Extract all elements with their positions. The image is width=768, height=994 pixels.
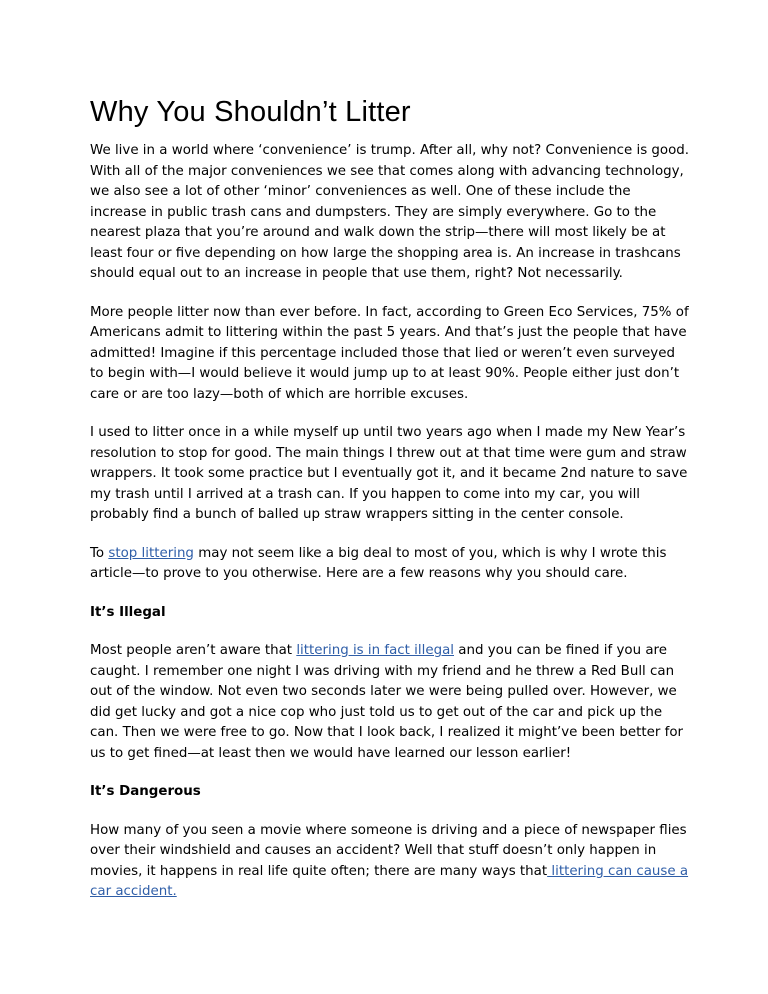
section-heading-illegal: It’s Illegal bbox=[90, 604, 166, 620]
car-accident-link[interactable]: littering can cause a car accident. bbox=[90, 863, 689, 899]
littering-illegal-link[interactable]: littering is in fact illegal bbox=[296, 643, 454, 658]
section-heading-dangerous: It’s Dangerous bbox=[90, 784, 201, 799]
paragraph-reasons-intro bbox=[90, 544, 690, 585]
document-page bbox=[90, 95, 690, 921]
stop-littering-link[interactable]: stop littering bbox=[108, 545, 194, 561]
paragraph-illegal bbox=[90, 641, 690, 764]
paragraph-text: How many of you seen a movie where someone is driving and a piece of newspaper flies over their windshield and causes an accident? Well that stuff doesn’t only happen in movies, it happens in real life quite often; there are many ways that bbox=[90, 822, 687, 879]
paragraph-text: and you can be fined if you are caught. I remember one night I was driving with my friend and he threw a Red Bull can out of the window. Not even two seconds later we were being pulled over. However, we did get lucky and got a nice cop who just told us to get out of the car and pick up the can. Then we were free to go. Now that I look back, I realized it might’ve been better for us to get fined—at least then we would have learned our lesson earlier! bbox=[90, 643, 684, 761]
paragraph-dangerous bbox=[90, 821, 690, 903]
document-title: Why You Shouldn’t Litter bbox=[90, 96, 411, 128]
paragraph-text: Most people aren’t aware that bbox=[90, 643, 297, 658]
paragraph-text: may not seem like a big deal to most of you, which is why I wrote this article—to prove to you otherwise. Here are a few reasons why you should care. bbox=[90, 545, 667, 581]
paragraph-convenience: We live in a world where ‘convenience’ is trump. After all, why not? Convenience is good. With all of the major conveniences we see that comes along with advancing technology, we also see a lot of other ‘minor’ conveniences as well. One of these include the increase in public trash cans and dumpsters. They are simply everywhere. Go to the nearest plaza that you’re around and walk down the strip—there will most likely be at least four or five depending on how large the shopping area is. An increase in trashcans should equal out to an increase in people that use them, right? Not necessarily. bbox=[90, 143, 690, 281]
paragraph-statistics: More people litter now than ever before. In fact, according to Green Eco Services, 75% of Americans admit to littering within the past 5 years. And that’s just the people that have admitted! Imagine if this percentage included those that lied or weren’t even surveyed to begin with—I would believe it would jump up to at least 90%. People either just don’t care or are too lazy—both of which are horrible excuses. bbox=[90, 304, 689, 402]
paragraph-text: To bbox=[90, 545, 109, 561]
paragraph-personal-story: I used to litter once in a while myself up until two years ago when I made my New Year’s resolution to stop for good. The main things I threw out at that time were gum and straw wrappers. It took some practice but I eventually got it, and it became 2nd nature to save my trash until I arrived at a trash can. If you happen to come into my car, you will probably find a bunch of balled up straw wrappers sitting in the center console. bbox=[90, 425, 688, 522]
